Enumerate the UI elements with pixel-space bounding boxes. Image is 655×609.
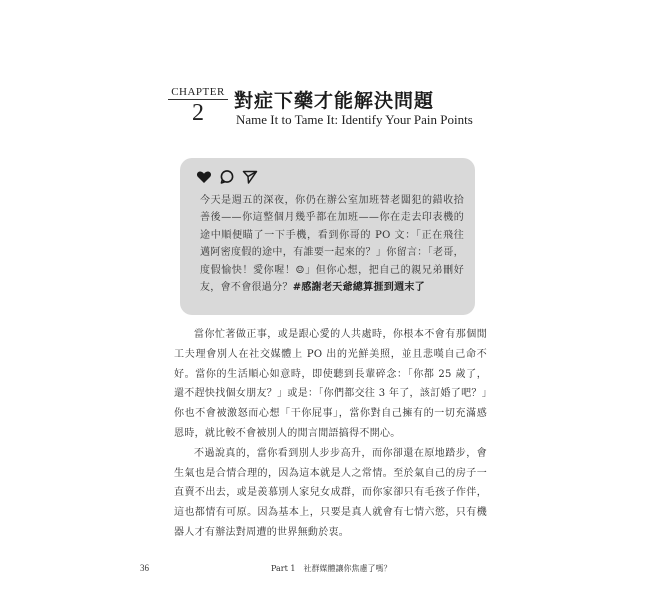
chapter-label: CHAPTER [168,86,228,100]
post-body: 今天是週五的深夜，你仍在辦公室加班替老闆犯的錯收拾善後——你這整個月幾乎都在加班——你在走去印表機的途中順便瞄了一下手機，看到你哥的 PO 文：「正在飛往邁阿密度假的途中，有誰要一起來的？」你留言：「老哥，度假愉快！愛你喔！☺」但你心想，把自己的親兄弟刪好友，會不會很過分？ [200,195,464,294]
chapter-heading [168,86,228,126]
comment-icon [219,169,235,185]
heart-icon [196,169,212,185]
post-hashtag: #感謝老天爺總算捱到週末了 [292,282,425,294]
running-footer: Part 1 社群媒體讓你焦慮了嗎？ [271,564,392,573]
post-action-icons [196,169,258,185]
post-text [200,192,464,296]
paragraph: 不過說真的，當你看到別人步步高升，而你卻還在原地踏步，會生氣也是合情合理的，因為這本就是人之常情。至於氣自己的房子一直賣不出去，或是羨慕別人家兒女成群，而你家卻只有毛孩子作伴，這也都情有可原。因為基本上，只要是真人就會有七情六慾，只有機器人才有辦法對周遭的世界無動於衷。 [174,447,487,538]
share-icon [242,169,258,185]
chapter-title-zh: 對症下藥才能解決問題 [234,90,435,112]
paragraph: 當你忙著做正事，或是跟心愛的人共處時，你根本不會有那個閒工夫理會別人在社交媒體上 PO 出的光鮮美照，並且悲嘆自己命不好。當你的生活順心如意時，即使聽到長輩碎念：「你都 25 歲了，還不趕快找個女朋友？」或是：「你們都交往 3 年了，該訂婚了吧？」你也不會被激怒而心想「干你屁事」，當你對自己擁有的一切充滿感恩時，就比較不會被別人的閒言閒語搞得不開心。 [174,329,487,439]
page-number: 36 [140,563,149,573]
social-post-card [180,158,475,315]
chapter-number: 2 [192,100,204,126]
chapter-title-en: Name It to Tame It: Identify Your Pain Points [236,112,473,127]
body-text [174,325,487,543]
